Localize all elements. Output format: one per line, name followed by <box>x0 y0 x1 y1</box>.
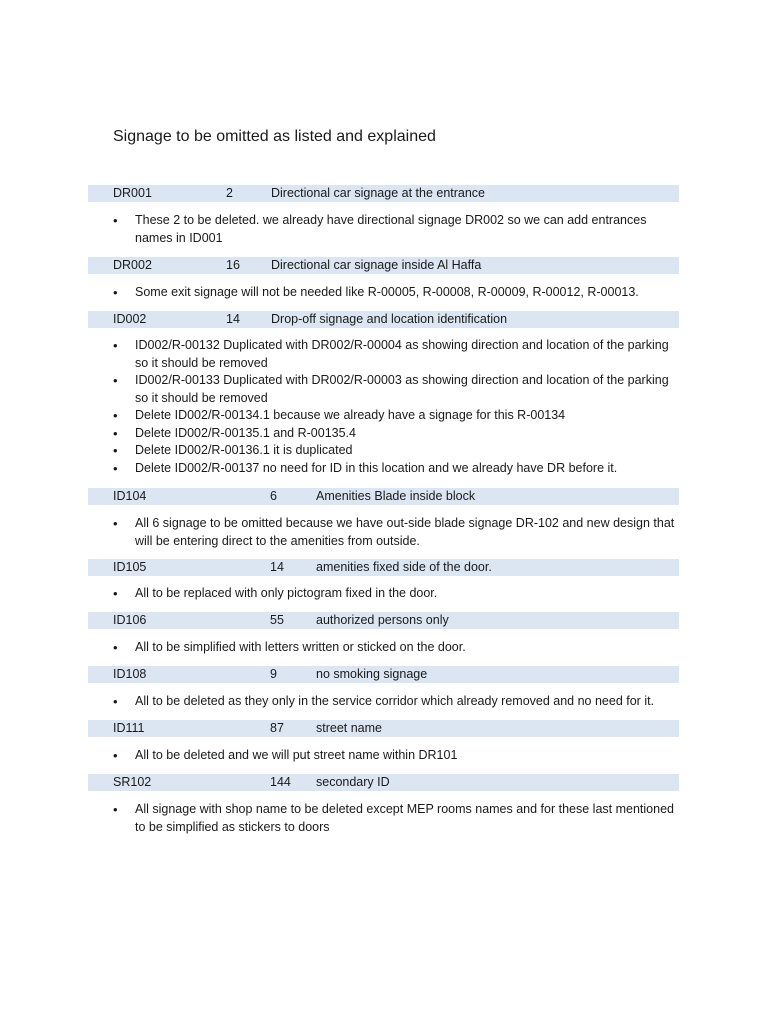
sign-row <box>88 257 679 274</box>
sign-qty: 9 <box>270 667 277 681</box>
sign-description: no smoking signage <box>316 667 428 681</box>
bullet-item: • Some exit signage will not be needed like R-00005, R-00008, R-00009, R-00012, R-00013. <box>113 284 679 302</box>
sign-qty: 14 <box>270 560 284 574</box>
bullet-list <box>113 639 679 657</box>
sign-code: SR102 <box>113 775 152 789</box>
sign-code: ID002 <box>113 312 147 326</box>
sign-qty: 144 <box>270 775 291 789</box>
bullet-item: • Delete ID002/R-00136.1 it is duplicated <box>113 442 679 460</box>
sign-code: DR001 <box>113 186 152 200</box>
bullet-item: • Delete ID002/R-00137 no need for ID in this location and we already have DR before it. <box>113 460 679 478</box>
sign-code: ID105 <box>113 560 147 574</box>
bullet-item: • ID002/R-00132 Duplicated with DR002/R-00004 as showing direction and location of the parking so it should be removed <box>113 337 679 372</box>
bullet-list <box>113 515 679 550</box>
sign-description: Directional car signage inside Al Haffa <box>271 258 482 272</box>
sign-row <box>88 720 679 737</box>
sign-code: ID106 <box>113 613 147 627</box>
sign-code: ID104 <box>113 489 147 503</box>
sign-row <box>88 774 679 791</box>
sign-code: ID108 <box>113 667 147 681</box>
sign-description: Drop-off signage and location identification <box>271 312 508 326</box>
sign-description: Amenities Blade inside block <box>316 489 476 503</box>
sign-row <box>88 311 679 328</box>
bullet-list <box>113 284 679 302</box>
sign-code: ID111 <box>113 721 145 735</box>
bullet-list <box>113 693 679 711</box>
sign-row <box>88 185 679 202</box>
bullet-item: • All to be deleted and we will put street name within DR101 <box>113 747 679 765</box>
sign-qty: 14 <box>226 312 240 326</box>
sign-qty: 2 <box>226 186 233 200</box>
bullet-item: • Delete ID002/R-00134.1 because we already have a signage for this R-00134 <box>113 407 679 425</box>
bullet-list <box>113 801 679 836</box>
bullet-list <box>113 747 679 765</box>
bullet-item: • All signage with shop name to be deleted except MEP rooms names and for these last mentioned to be simplified as stickers to doors <box>113 801 679 836</box>
sign-qty: 6 <box>270 489 277 503</box>
sign-row <box>88 559 679 576</box>
sign-row <box>88 666 679 683</box>
sign-qty: 55 <box>270 613 284 627</box>
sign-description: street name <box>316 721 383 735</box>
bullet-list <box>113 212 679 247</box>
sign-code: DR002 <box>113 258 152 272</box>
bullet-list <box>113 585 679 603</box>
bullet-item: • These 2 to be deleted. we already have directional signage DR002 so we can add entrances names in ID001 <box>113 212 679 247</box>
sign-row <box>88 488 679 505</box>
sign-description: secondary ID <box>316 775 390 789</box>
sign-qty: 16 <box>226 258 240 272</box>
sign-description: amenities fixed side of the door. <box>316 560 492 574</box>
bullet-item: • All to be simplified with letters written or sticked on the door. <box>113 639 679 657</box>
sign-qty: 87 <box>270 721 284 735</box>
page-title: Signage to be omitted as listed and explained <box>113 128 436 145</box>
sign-description: Directional car signage at the entrance <box>271 186 486 200</box>
bullet-item: • ID002/R-00133 Duplicated with DR002/R-00003 as showing direction and location of the parking so it should be removed <box>113 372 679 407</box>
bullet-item: • All 6 signage to be omitted because we have out-side blade signage DR-102 and new design that will be entering direct to the amenities from outside. <box>113 515 679 550</box>
bullet-list <box>113 337 679 477</box>
sign-description: authorized persons only <box>316 613 449 627</box>
sign-row <box>88 612 679 629</box>
bullet-item: • All to be replaced with only pictogram fixed in the door. <box>113 585 679 603</box>
bullet-item: • Delete ID002/R-00135.1 and R-00135.4 <box>113 425 679 443</box>
bullet-item: • All to be deleted as they only in the service corridor which already removed and no need for it. <box>113 693 679 711</box>
